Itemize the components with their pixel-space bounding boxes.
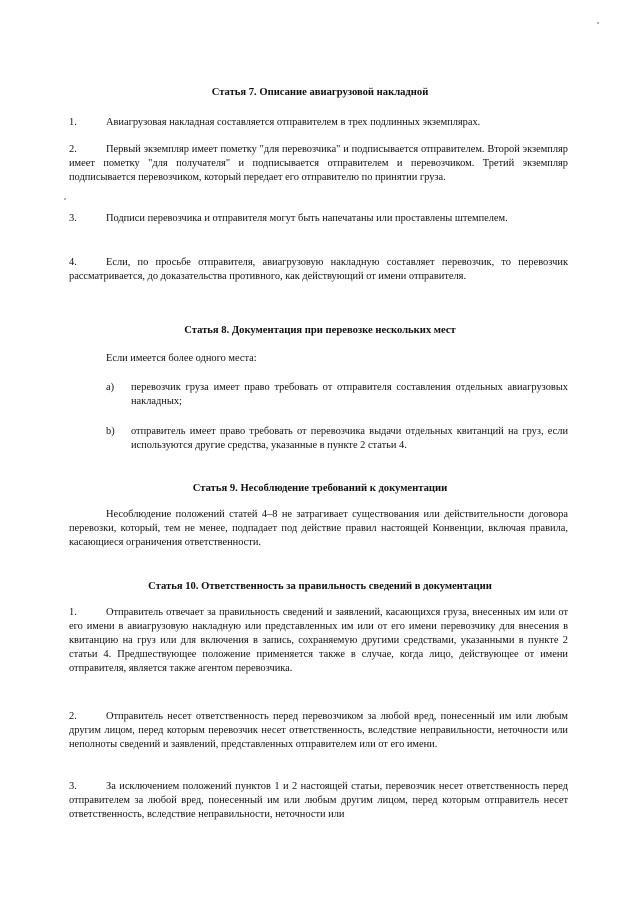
item-number: 2. — [69, 711, 77, 722]
item-number: 3. — [69, 213, 77, 224]
item-text: Первый экземпляр имеет пометку "для перевозчика" и подписывается отправителем. Второй экземпляр имеет пометку "для получателя" и подписывается отправителем и перевозчиком. Третий экземпляр подписывается перевозчиком, который передает его отправителю по принятии груза. — [69, 144, 568, 183]
article-7-item-2 — [69, 143, 568, 185]
item-text: Подписи перевозчика и отправителя могут быть напечатаны или проставлены штемпелем. — [106, 213, 508, 224]
article-9-title: Статья 9. Несоблюдение требований к документации — [192, 483, 448, 494]
item-number: 1. — [69, 117, 77, 128]
item-text: Если, по просьбе отправителя, авиагрузовую накладную составляет перевозчик, то перевозчик рассматривается, до доказательства противного, как действующий от имени отправителя. — [69, 257, 568, 282]
article-9-text: Несоблюдение положений статей 4–8 не затрагивает существования или действительности договора перевозки, который, тем не менее, подпадает под действие правил настоящей Конвенции, включая правила, касающиеся ограничения ответственности. — [69, 509, 568, 548]
item-number: 1. — [69, 607, 77, 618]
list-text: отправитель имеет право требовать от перевозчика выдачи отдельных квитанций на груз, если используются другие средства, указанные в пункте 2 статьи 4. — [131, 426, 568, 451]
article-10-item-2 — [69, 710, 568, 752]
article-8-title: Статья 8. Документация при перевозке нескольких мест — [184, 325, 456, 336]
item-text: Отправитель отвечает за правильность сведений и заявлений, касающихся груза, внесенных им или от его имени в авиагрузовую накладную или представленных им или от его имени перевозчику для внесения в квитанцию на груз или для включения в запись, сохраняемую другими средствами, указанными в пункте 2 статьи 4. Предшествующее положение применяется также в случае, когда лицо, действующее от имени отправителя, является также агентом перевозчика. — [69, 607, 568, 674]
article-7-item-4 — [69, 256, 568, 284]
article-8-item-b — [106, 425, 568, 453]
item-text: Авиагрузовая накладная составляется отправителем в трех подлинных экземплярах. — [106, 117, 481, 128]
item-number: 4. — [69, 257, 77, 268]
article-7-title: Статья 7. Описание авиагрузовой накладной — [211, 87, 429, 98]
list-marker: b) — [106, 426, 115, 437]
item-text: За исключением положений пунктов 1 и 2 настоящей статьи, перевозчик несет ответственность перед отправителем за любой вред, понесенный им или любым другим лицом, перед которым отправитель несет ответственность, вследствие неправильности, неточности или — [69, 781, 568, 820]
item-number: 2. — [69, 144, 77, 155]
item-text: Отправитель несет ответственность перед перевозчиком за любой вред, понесенный им или любым другим лицом, перед которым перевозчик несет ответственность, вследствие неправильности, неточности или неполноты сведений и заявлений, представленных отправителем или от его имени. — [69, 711, 568, 750]
article-10-item-3 — [69, 780, 568, 822]
item-number: 3. — [69, 781, 77, 792]
article-10-item-1 — [69, 606, 568, 676]
article-8-item-a — [106, 381, 568, 409]
scan-speck — [64, 198, 66, 200]
list-marker: a) — [106, 382, 115, 393]
article-7-item-1 — [69, 116, 568, 130]
list-text: перевозчик груза имеет право требовать от отправителя составления отдельных авиагрузовых накладных; — [131, 382, 568, 407]
article-8-intro: Если имеется более одного места: — [106, 353, 257, 364]
article-7-item-3 — [69, 212, 568, 226]
scan-speck — [597, 22, 599, 24]
article-10-title: Статья 10. Ответственность за правильность сведений в документации — [148, 581, 492, 592]
